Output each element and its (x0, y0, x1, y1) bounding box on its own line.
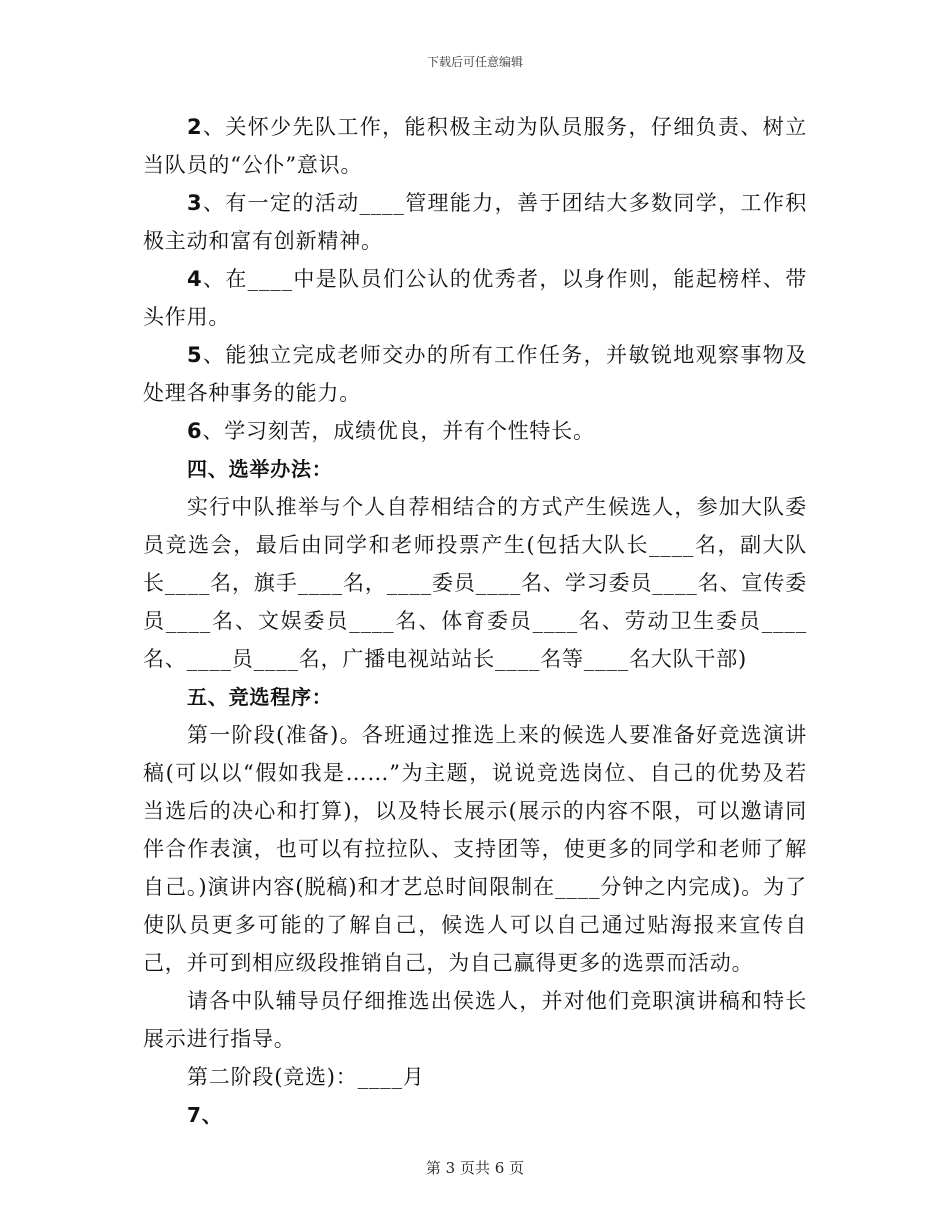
list-item (143, 260, 807, 336)
list-item (143, 412, 807, 450)
item-number: 4 (187, 267, 203, 291)
item-number: 2 (187, 115, 203, 139)
item-number: 6 (187, 419, 203, 443)
list-item (143, 108, 807, 184)
item-text: 、有一定的活动____管理能力，善于团结大多数同学，工作积极主动和富有创新精神。 (143, 191, 807, 253)
page-header: 下载后可任意编辑 (426, 55, 523, 69)
item-number: 5 (187, 343, 203, 367)
document-body (143, 108, 807, 1134)
list-item (143, 336, 807, 412)
item-text: 、在____中是队员们公认的优秀者，以身作则，能起榜样、带头作用。 (143, 267, 807, 329)
item-seven: 7、 (187, 1103, 223, 1127)
section-heading-election-method: 四、选举办法： (187, 457, 333, 481)
section-heading-election-procedure: 五、竞选程序： (187, 685, 333, 709)
stage-two-paragraph: 第二阶段(竞选)：____月 (187, 1065, 425, 1089)
item-text: 、关怀少先队工作，能积极主动为队员服务，仔细负责、树立当队员的“公仆”意识。 (143, 115, 807, 177)
item-text: 、学习刻苦，成绩优良，并有个性特长。 (202, 419, 595, 443)
item-number: 3 (187, 191, 203, 215)
item-text: 、能独立完成老师交办的所有工作任务，并敏锐地观察事物及处理各种事务的能力。 (143, 343, 807, 405)
list-item (143, 184, 807, 260)
page-number: 第 3 页共 6 页 (425, 1159, 525, 1177)
election-method-paragraph: 实行中队推举与个人自荐相结合的方式产生候选人，参加大队委员竞选会，最后由同学和老师投票产生(包括大队长____名，副大队长____名，旗手____名，____委员____名、学习委员____名、宣传委员____名、文娱委员____名、体育委员____名、劳动卫生委员____名、____员____名，广播电视站站长____名等____名大队干部) (143, 495, 807, 671)
stage-one-paragraph: 第一阶段(准备)。各班通过推选上来的候选人要准备好竞选演讲稿(可以以“假如我是……”为主题，说说竞选岗位、自己的优势及若当选后的决心和打算)，以及特长展示(展示的内容不限，可以邀请同伴合作表演，也可以有拉拉队、支持团等，使更多的同学和老师了解自己。)演讲内容(脱稿)和才艺总时间限制在____分钟之内完成)。为了使队员更多可能的了解自己，候选人可以自己通过贴海报来宣传自己，并可到相应级段推销自己，为自己赢得更多的选票而活动。 (143, 723, 807, 975)
guidance-paragraph: 请各中队辅导员仔细推选出侯选人，并对他们竞职演讲稿和特长展示进行指导。 (143, 989, 807, 1051)
